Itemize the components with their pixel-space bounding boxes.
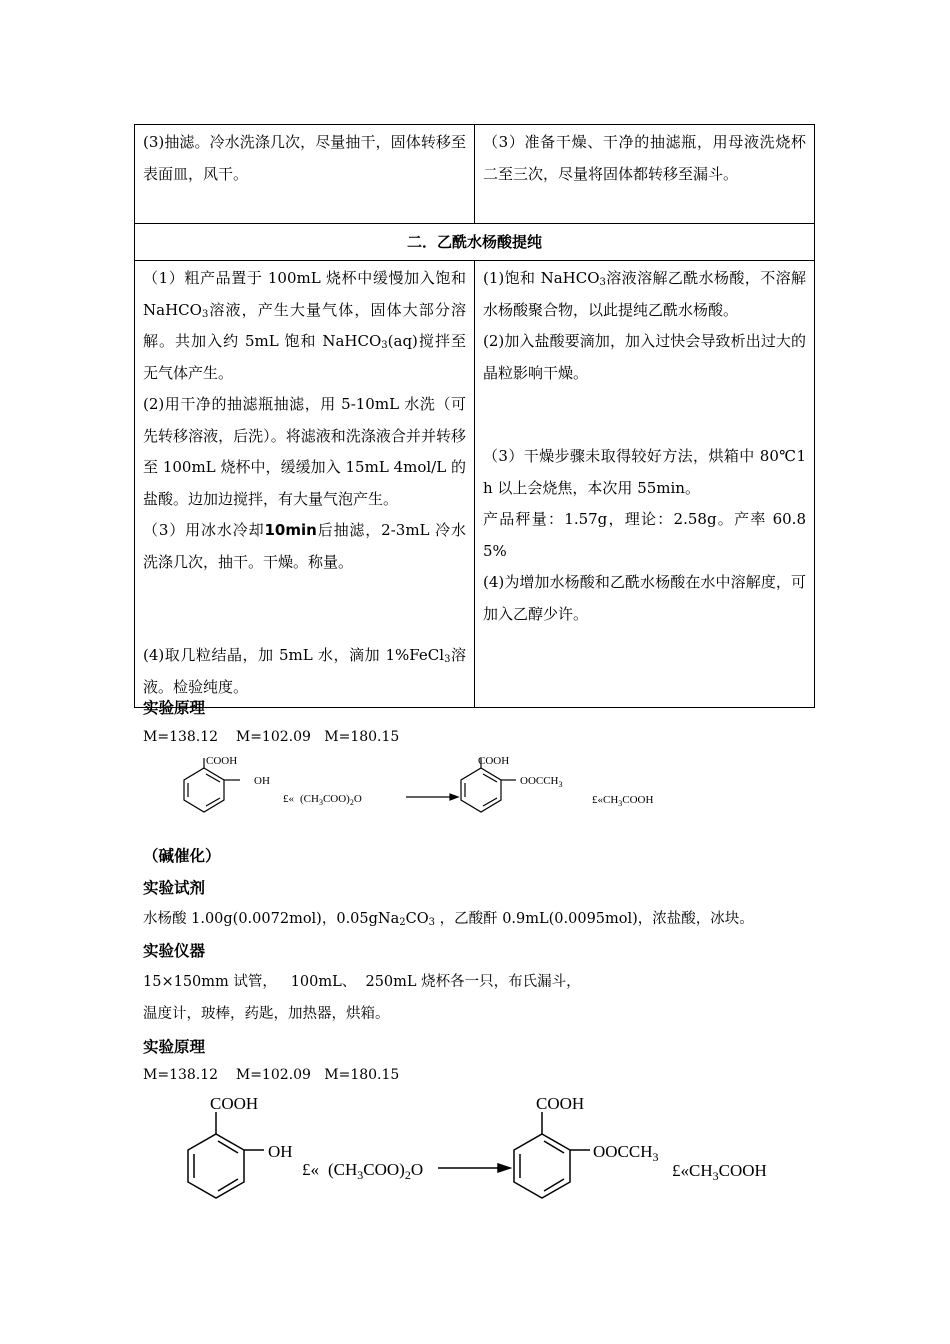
double-bond [483, 774, 497, 782]
note-1-text-a: (1)饱和 NaHCO [483, 269, 600, 287]
arrowhead [450, 794, 458, 800]
reagents-part: 水杨酸 1.00g(0.0072mol)，0.05gNa [143, 911, 400, 927]
formula-sub: 2 [404, 1168, 411, 1182]
benzene-ring [188, 1134, 244, 1198]
table-cell-notes [475, 261, 815, 708]
table-cell-procedure [135, 261, 475, 708]
table-cell-procedure [135, 125, 475, 224]
subscript: 2 [399, 917, 406, 928]
table-row [135, 125, 815, 224]
principle-title: 实验原理 [143, 699, 206, 717]
cooh-label: COOH [478, 755, 510, 767]
note-4: 产品秤量：1.57g，理论：2.58g。产率 60.85% [483, 510, 806, 560]
catalysis-note: （碱催化） [143, 847, 221, 865]
formula-part: CH [603, 794, 619, 806]
formula-part: OOCCH [593, 1142, 653, 1161]
subscript: 3 [444, 654, 451, 665]
reagents-part: CO [405, 911, 429, 927]
cooh-label: COOH [536, 1094, 585, 1113]
table-row [135, 224, 815, 261]
formula-part: OOCCH [520, 775, 559, 787]
cooh-label: COOH [210, 1094, 259, 1113]
oh-label: OH [254, 775, 270, 787]
subscript: 3 [381, 340, 388, 351]
formula-sub: 3 [652, 1150, 659, 1164]
double-bond [218, 1141, 238, 1153]
step-2: (2)用干净的抽滤瓶抽滤，用 5-10mL 水洗（可先转移溶液，后洗）。将滤液和洗涤液合并并转移至 100mL 烧杯中，缓缓加入 15mL 4mol/L 的盐酸。边加边搅拌，有大量气泡产生。 [143, 395, 466, 508]
plus-sign [592, 794, 654, 808]
double-bond [206, 774, 220, 782]
double-bond [218, 1179, 238, 1191]
formula-sub: 3 [618, 799, 623, 808]
note-3: （3）干燥步骤未取得较好方法，烘箱中 80℃1h 以上会烧焦，本次用 55min。 [483, 447, 806, 497]
step-4-text-b: 溶液。检验纯度。 [143, 646, 466, 696]
note-1 [483, 263, 806, 326]
arrowhead [498, 1164, 510, 1172]
ester-label [593, 1142, 659, 1164]
reagents-text [143, 907, 754, 928]
table-cell-notes [475, 125, 815, 224]
formula-part: (CH [300, 793, 319, 805]
step-3-bold: 10min [264, 521, 317, 539]
anhydride-label [300, 793, 362, 807]
benzene-ring [461, 768, 501, 812]
subscript: 3 [599, 277, 606, 288]
plus-sign: £« [283, 793, 294, 805]
reaction-scheme-large [180, 1090, 800, 1205]
subscript: 3 [201, 308, 209, 320]
step-4-text-a: (4)取几粒结晶，加 5mL 水，滴加 1%FeCl [143, 646, 445, 664]
plus-sign: £« [302, 1160, 319, 1179]
section-header: 二．乙酰水杨酸提纯 [135, 224, 815, 261]
spacer [143, 609, 466, 640]
spacer [483, 389, 806, 441]
ester-label [520, 775, 563, 789]
formula-sub: 3 [318, 798, 323, 807]
step-1-text-a: （1）粗产品置于 100mL 烧杯中缓慢加入饱和 NaHCO [143, 269, 466, 319]
step-1-text-c: (aq)搅拌至无气体产生。 [143, 332, 466, 382]
note-2: (2)加入盐酸要滴加，加入过快会导致析出过大的晶粒影响干燥。 [483, 332, 806, 382]
step-1 [143, 263, 466, 389]
step-3-text-b: 后抽滤，2-3mL 冷水洗涤几次，抽干。干燥。称量。 [143, 521, 467, 571]
benzene-ring [184, 768, 224, 812]
note-text: （3）准备干燥、干净的抽滤瓶，用母液洗烧杯二至三次，尽量将固体都转移至漏斗。 [483, 133, 806, 183]
step-text: (3)抽滤。冷水洗涤几次，尽量抽干，固体转移至表面皿，风干。 [143, 133, 466, 183]
subscript: 3 [428, 917, 435, 928]
formula-sub: 3 [357, 1168, 364, 1182]
reagents-title: 实验试剂 [143, 879, 206, 897]
procedure-table [134, 124, 815, 708]
formula-sub: 3 [712, 1169, 719, 1183]
apparatus-line-1: 15×150mm 试管， 100mL、 250mL 烧杯各一只，布氏漏斗， [143, 974, 581, 990]
formula-part: £« [672, 1161, 689, 1180]
molar-masses: M=138.12 M=102.09 M=180.15 [143, 1067, 400, 1083]
formula-sub: 3 [558, 780, 563, 789]
step-4 [143, 640, 466, 703]
molar-masses: M=138.12 M=102.09 M=180.15 [143, 729, 400, 745]
step-1-text-b: 溶液，产生大量气体，固体大部分溶解。共加入约 5mL 饱和 NaHCO [143, 300, 466, 350]
formula-part: (CH [328, 1160, 358, 1179]
principle-title: 实验原理 [143, 1038, 206, 1056]
formula-part: £« [592, 794, 603, 806]
formula-sub: 2 [349, 798, 354, 807]
formula-part: COOH [622, 794, 654, 806]
table-row [135, 261, 815, 708]
apparatus-title: 实验仪器 [143, 942, 206, 960]
double-bond [483, 798, 497, 806]
benzene-ring [514, 1134, 570, 1198]
step-3-text-a: （3）用冰水冷却 [143, 521, 265, 539]
double-bond [206, 798, 220, 806]
note-1-text-b: 溶液溶解乙酰水杨酸，不溶解水杨酸聚合物，以此提纯乙酰水杨酸。 [483, 269, 806, 319]
apparatus-line-2: 温度计，玻棒，药匙，加热器，烘箱。 [143, 1006, 390, 1022]
double-bond [544, 1179, 564, 1191]
cooh-label: COOH [206, 755, 238, 767]
formula-part: CH [689, 1161, 713, 1180]
spacer [143, 578, 466, 609]
formula-part: COOH [718, 1161, 767, 1180]
formula-part: COO) [363, 1160, 405, 1179]
reaction-scheme-small [180, 750, 700, 820]
plus-sign [672, 1161, 767, 1183]
reagents-part: ，乙酸酐 0.9mL(0.0095mol)，浓盐酸，冰块。 [434, 911, 754, 927]
anhydride-label [328, 1160, 423, 1182]
formula-part: COO) [322, 793, 350, 805]
oh-label: OH [268, 1142, 293, 1161]
double-bond [544, 1141, 564, 1153]
note-5: (4)为增加水杨酸和乙酰水杨酸在水中溶解度，可加入乙醇少许。 [483, 573, 806, 623]
formula-part: O [410, 1160, 424, 1179]
step-3 [143, 515, 466, 578]
formula-part: O [353, 793, 362, 805]
